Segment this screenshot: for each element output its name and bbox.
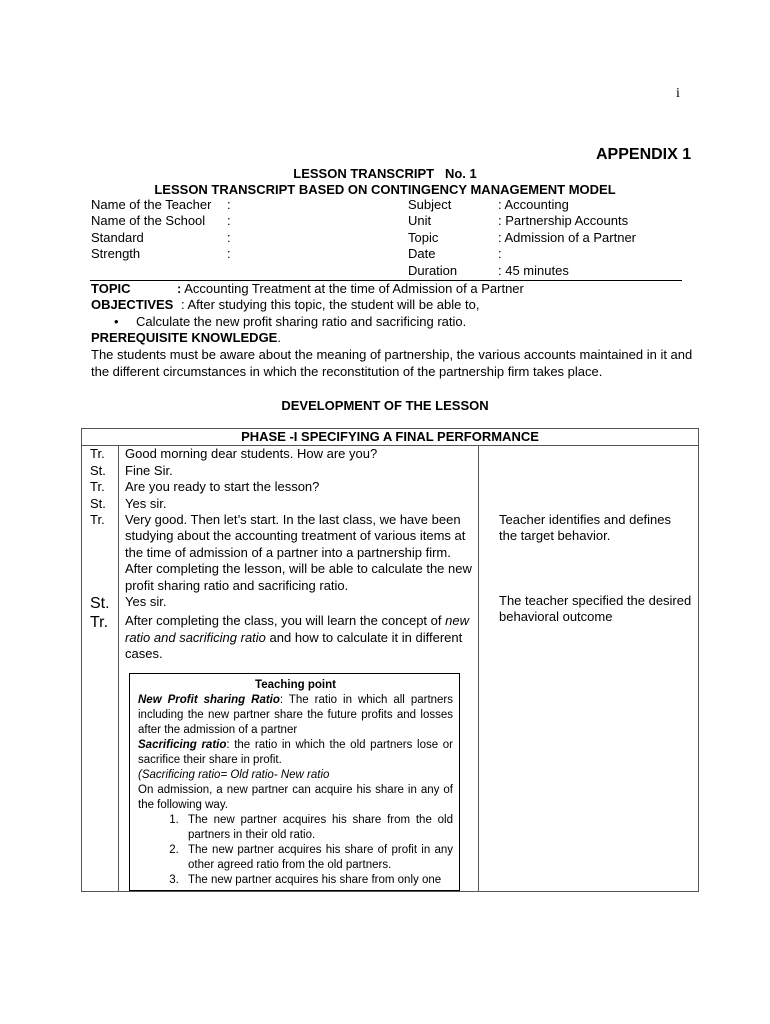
objectives-row: OBJECTIVES : After studying this topic, the student will be able to, (91, 297, 480, 312)
topic-value: : Accounting Treatment at the time of Admission of a Partner (177, 281, 524, 296)
prereq-heading: PREREQUISITE KNOWLEDGE. (91, 330, 281, 345)
teaching-point-formula: (Sacrificing ratio= Old ratio- New ratio (138, 768, 330, 781)
transcript-title: LESSON TRANSCRIPT No. 1 (293, 166, 477, 181)
info-right-values: : Accounting : Partnership Accounts : Admission of a Partner : : 45 minutes (498, 197, 637, 278)
dialogue-line: Fine Sir. (125, 462, 173, 478)
list-item: 2. The new partner acquires his share of profit in any other agreed ratio from the old partners. (182, 843, 453, 873)
teaching-point-box (129, 673, 460, 891)
note-text: The teacher specified the desired behavioral outcome (499, 592, 692, 625)
transcript-subtitle: LESSON TRANSCRIPT BASED ON CONTINGENCY MANAGEMENT MODEL (154, 182, 616, 197)
notes-column (479, 446, 699, 891)
speaker-column: Tr. St. Tr. St. Tr. St. Tr. (82, 446, 119, 891)
dialogue-line: Yes sir. (125, 594, 167, 610)
note-text: Teacher identifies and defines the target behavior. (499, 512, 672, 544)
dialogue-line: Very good. Then let’s start. In the last class, we have been studying about the accounting treatment of various items at the time of admission of a partner into a partnership firm. After completing the lesson, will be able to calculate the new profit sharing ratio and sacrificing ratio. (125, 512, 472, 593)
prereq-line: the different circumstances in which the reconstitution of the partnership firm takes place. (91, 364, 603, 379)
dialogue-line: Yes sir. (125, 495, 167, 511)
teaching-point-title: Teaching point (255, 678, 336, 691)
development-heading: DEVELOPMENT OF THE LESSON (281, 398, 489, 413)
info-row: Name of the School (91, 213, 206, 229)
dialogue-line: Good morning dear students. How are you? (125, 446, 378, 462)
topic-text: Accounting Treatment at the time of Admission of a Partner (181, 281, 524, 296)
info-row: Name of the Teacher (91, 197, 212, 212)
info-right-labels: Subject Unit Topic Date Duration (408, 197, 458, 278)
info-left-separators: : : : : (227, 197, 231, 262)
teaching-point-list (138, 813, 453, 888)
list-item: 1. The new partner acquires his share from the old partners in their old ratio. (182, 813, 453, 843)
teaching-point-definition: Sacrificing ratio: the ratio in which the old partners lose or sacrifice their share in profit. (138, 738, 453, 766)
info-row: Standard (91, 229, 144, 245)
objective-bullet: • Calculate the new profit sharing ratio and sacrificing ratio. (114, 314, 467, 329)
dialogue-line: After completing the class, you will learn the concept of new ratio and sacrificing ratio and how to calculate it in different cases. (125, 613, 469, 662)
page-number: i (676, 86, 680, 101)
dialogue-line: Are you ready to start the lesson? (125, 479, 320, 495)
dialogue-column (119, 446, 479, 891)
teaching-point-intro: On admission, a new partner can acquire his share in any of the following way. (138, 783, 453, 811)
phase-heading: PHASE -I SPECIFYING A FINAL PERFORMANCE (82, 429, 699, 446)
info-left (91, 197, 211, 263)
list-item: 3. The new partner acquires his share from only one (182, 873, 453, 888)
bullet-icon: • (114, 314, 119, 329)
info-row: Strength (91, 246, 141, 262)
appendix-title: APPENDIX 1 (596, 146, 692, 163)
teaching-point-definition: New Profit sharing Ratio: The ratio in which all partners including the new partner share the future profits and losses after the admission of a partner (138, 693, 454, 736)
topic-row: TOPIC : Accounting Treatment at the time of Admission of a Partner (91, 281, 524, 296)
lesson-table (81, 428, 699, 892)
prereq-line: The students must be aware about the meaning of partnership, the various accounts maintained in it and (91, 347, 693, 362)
